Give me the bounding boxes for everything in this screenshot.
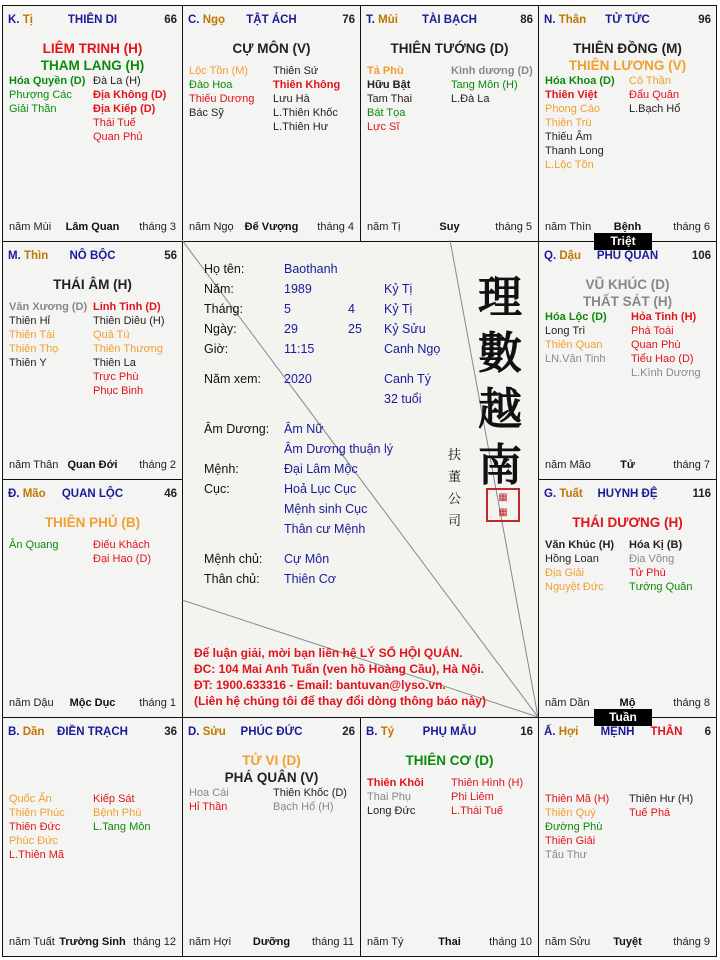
palace-age: 106 bbox=[691, 250, 711, 262]
thang-am-value: 4 bbox=[348, 302, 355, 316]
minor-star: Thiên Thương bbox=[93, 343, 164, 355]
life-stage: Dưỡng bbox=[252, 936, 291, 948]
minor-star: Thiên Diêu (H) bbox=[93, 315, 165, 327]
lunar-year: năm Sửu bbox=[545, 936, 591, 948]
minor-star: Kình dương (D) bbox=[451, 65, 533, 77]
month-label: tháng 4 bbox=[317, 221, 354, 233]
palace-age: 66 bbox=[164, 14, 177, 26]
palace-footer bbox=[9, 459, 176, 473]
palace-branch-name: Sửu bbox=[202, 726, 226, 738]
palace-branch-name: Dần bbox=[22, 726, 45, 738]
palace-name-text: PHU QUÂN bbox=[596, 250, 659, 262]
palace-age: 16 bbox=[520, 726, 533, 738]
palace-branch-name: Tị bbox=[22, 14, 33, 26]
month-label: tháng 3 bbox=[139, 221, 176, 233]
palace-footer bbox=[9, 936, 176, 950]
calligraphy-text: 理數越南 bbox=[478, 272, 522, 491]
minor-star: Bạch Hổ (H) bbox=[273, 801, 334, 813]
minor-star: L.Tang Môn bbox=[93, 821, 151, 833]
tuoi-value: 32 tuổi bbox=[384, 392, 422, 406]
minor-star: Đẩu Quân bbox=[629, 89, 680, 101]
minor-star: Lộc Tồn (M) bbox=[189, 65, 249, 77]
minor-star: Thiên Trù bbox=[545, 117, 592, 129]
minor-star: Thiếu Dương bbox=[189, 93, 255, 105]
palace-branch-name: Thân bbox=[558, 14, 587, 26]
month-label: tháng 9 bbox=[673, 936, 710, 948]
palace-branch-name: Mùi bbox=[378, 14, 398, 26]
nam-can-chi: Kỷ Tị bbox=[384, 282, 413, 296]
menh-chu-value: Cự Môn bbox=[284, 552, 330, 566]
minor-stars-right bbox=[451, 776, 539, 818]
minor-star: Trực Phù bbox=[93, 371, 139, 383]
minor-star: Hỏa Tinh (H) bbox=[631, 311, 697, 323]
minor-star: Thiên Giải bbox=[545, 835, 596, 847]
lunar-year: năm Dậu bbox=[9, 697, 54, 709]
palace-branch bbox=[8, 488, 46, 500]
minor-star: Hỉ Thần bbox=[189, 801, 228, 813]
palace-age: 96 bbox=[698, 14, 711, 26]
notice-address: ĐC: 104 Mai Anh Tuấn (ven hồ Hoàng Cầu), Hà Nội. bbox=[194, 662, 485, 676]
palace-age: 56 bbox=[164, 250, 177, 262]
palace-stem: Q. bbox=[544, 250, 560, 262]
main-star: LIÊM TRINH (H) bbox=[42, 41, 143, 56]
palace-name-text: MỆNH bbox=[600, 726, 635, 738]
minor-star: Hữu Bật bbox=[367, 79, 411, 91]
main-star: THÁI ÂM (H) bbox=[53, 277, 132, 292]
minor-star: Thiên Mã (H) bbox=[545, 793, 610, 805]
minor-star: Thiên Hỉ bbox=[9, 315, 50, 327]
minor-star: Điếu Khách bbox=[93, 539, 150, 551]
main-star: TỬ VI (D) bbox=[242, 753, 301, 768]
palace-age: 26 bbox=[342, 726, 355, 738]
minor-star: LN.Văn Tinh bbox=[545, 353, 606, 365]
minor-star: Thiên Hư (H) bbox=[629, 793, 694, 805]
main-star: THIÊN PHỦ (B) bbox=[44, 515, 141, 530]
palace-branch bbox=[8, 726, 44, 738]
minor-star: Hóa Quyền (D) bbox=[9, 75, 86, 87]
minor-star: Đại Hao (D) bbox=[93, 553, 152, 565]
palace-footer bbox=[367, 221, 532, 235]
life-stage: Bệnh bbox=[613, 221, 642, 233]
thang-can-chi: Kỷ Tị bbox=[384, 302, 413, 316]
minor-star: Phá Toái bbox=[631, 325, 674, 337]
palace-suu bbox=[182, 717, 361, 957]
ngay-can-chi: Kỷ Sửu bbox=[384, 322, 426, 336]
minor-star: L.Thiên Hư bbox=[273, 121, 329, 133]
palace-branch bbox=[544, 488, 583, 500]
minor-star: Ân Quang bbox=[9, 539, 59, 551]
minor-stars-right bbox=[629, 538, 717, 594]
minor-star: Thiên Tài bbox=[9, 329, 55, 341]
palace-branch-name: Ngọ bbox=[202, 14, 226, 26]
palace-stem: Đ. bbox=[8, 488, 23, 500]
minor-star: Bác Sỹ bbox=[189, 107, 224, 119]
life-stage: Thai bbox=[438, 936, 461, 948]
palace-name-text: THIÊN DI bbox=[67, 14, 118, 26]
palace-ngo bbox=[182, 5, 361, 242]
month-label: tháng 10 bbox=[489, 936, 532, 948]
minor-star: Long Trì bbox=[545, 325, 586, 337]
palace-name-text: TẬT ÁCH bbox=[246, 14, 297, 26]
nam-label: Năm: bbox=[204, 282, 234, 296]
minor-stars-right bbox=[629, 74, 717, 116]
palace-stem: C. bbox=[188, 14, 203, 26]
main-star: THIÊN TƯỚNG (D) bbox=[390, 41, 509, 56]
minor-star: Thiên Không bbox=[273, 79, 341, 91]
life-stage: Trường Sinh bbox=[59, 936, 126, 948]
palace-ty bbox=[360, 717, 539, 957]
lunar-year: năm Mão bbox=[545, 459, 591, 471]
ho-ten-label: Họ tên: bbox=[204, 262, 245, 276]
minor-star: Thai Phụ bbox=[367, 791, 412, 803]
palace-stem: T. bbox=[366, 14, 379, 26]
palace-age: 116 bbox=[692, 488, 711, 500]
minor-star: Long Đức bbox=[367, 805, 416, 817]
main-star: THIÊN LƯƠNG (V) bbox=[568, 58, 687, 73]
minor-star: L.Lộc Tồn bbox=[545, 159, 594, 171]
gio-can-chi: Canh Ngọ bbox=[384, 342, 441, 356]
palace-age: 46 bbox=[164, 488, 177, 500]
palace-age: 6 bbox=[704, 726, 711, 738]
palace-footer bbox=[367, 936, 532, 950]
body-palace-label: THÂN bbox=[634, 726, 683, 738]
lunar-year: năm Tý bbox=[367, 936, 404, 948]
main-star: THÁI DƯƠNG (H) bbox=[572, 515, 683, 530]
palace-stem: B. bbox=[8, 726, 23, 738]
main-star: PHÁ QUÂN (V) bbox=[224, 770, 319, 785]
palace-branch bbox=[366, 14, 398, 26]
palace-header bbox=[188, 14, 355, 28]
gio-value: 11:15 bbox=[284, 342, 315, 356]
minor-star: Hóa Khoa (D) bbox=[545, 75, 615, 87]
palace-stem: M. bbox=[8, 250, 24, 262]
menh-value: Đại Lâm Mộc bbox=[284, 462, 358, 476]
palace-name-text: NÔ BỘC bbox=[69, 250, 116, 262]
minor-star: Tướng Quân bbox=[629, 581, 693, 593]
minor-star: Bệnh Phù bbox=[93, 807, 142, 819]
palace-branch bbox=[544, 726, 578, 738]
minor-star: L.Kình Dương bbox=[631, 367, 701, 379]
palace-branch-name: Tuất bbox=[559, 488, 583, 500]
palace-mao bbox=[2, 479, 183, 718]
minor-star: Đà La (H) bbox=[93, 75, 141, 87]
minor-star: Tiểu Hao (D) bbox=[631, 353, 694, 365]
life-stage: Tuyệt bbox=[613, 936, 642, 948]
palace-branch bbox=[8, 250, 48, 262]
palace-age: 36 bbox=[164, 726, 177, 738]
palace-stem: Ấ. bbox=[544, 726, 559, 738]
minor-star: Địa Không (D) bbox=[93, 89, 167, 101]
minor-star: Nguyệt Đức bbox=[545, 581, 604, 593]
minor-star: Tả Phù bbox=[367, 65, 404, 77]
palace-tuat bbox=[538, 479, 717, 718]
minor-star: Lưu Hà bbox=[273, 93, 310, 105]
palace-branch bbox=[544, 14, 586, 26]
palace-age: 76 bbox=[342, 14, 355, 26]
palace-name bbox=[558, 726, 717, 738]
palace-name-text: PHÚC ĐỨC bbox=[240, 726, 303, 738]
nam-xem-can-chi: Canh Tý bbox=[384, 372, 432, 386]
lunar-year: năm Dần bbox=[545, 697, 590, 709]
life-stage: Tử bbox=[620, 459, 635, 471]
minor-star: Thiên Hình (H) bbox=[451, 777, 524, 789]
red-seal-icon: ▦ ▦ bbox=[486, 488, 520, 522]
palace-footer bbox=[9, 221, 176, 235]
minor-star: L.Thái Tuế bbox=[451, 805, 503, 817]
ngay-label: Ngày: bbox=[204, 322, 237, 336]
palace-footer bbox=[545, 459, 710, 473]
tuan-badge: Tuần bbox=[594, 709, 652, 726]
main-star: THẤT SÁT (H) bbox=[582, 294, 673, 309]
minor-star: Quốc Ấn bbox=[9, 793, 52, 805]
minor-star: Thiên Việt bbox=[545, 89, 598, 101]
palace-header bbox=[8, 250, 177, 264]
minor-star: Thanh Long bbox=[545, 145, 604, 157]
lunar-year: năm Tuất bbox=[9, 936, 55, 948]
month-label: tháng 6 bbox=[673, 221, 710, 233]
palace-header bbox=[8, 488, 177, 502]
center-info-panel bbox=[182, 240, 538, 717]
minor-star: Đào Hoa bbox=[189, 79, 233, 91]
notice-line-1: Để luận giải, mời bạn liên hệ LÝ SỐ HỘI QUÁN. bbox=[194, 646, 463, 660]
minor-star: Hóa Lộc (D) bbox=[545, 311, 607, 323]
month-label: tháng 1 bbox=[139, 697, 176, 709]
palace-branch-name: Tý bbox=[380, 726, 395, 738]
minor-star: L.Thiên Khốc bbox=[273, 107, 338, 119]
minor-star: Lực Sĩ bbox=[367, 121, 400, 133]
palace-footer bbox=[189, 221, 354, 235]
palace-branch bbox=[366, 726, 394, 738]
month-label: tháng 7 bbox=[673, 459, 710, 471]
month-label: tháng 12 bbox=[133, 936, 176, 948]
thang-value: 5 bbox=[284, 302, 291, 316]
minor-star: Hóa Kị (B) bbox=[629, 539, 683, 551]
month-label: tháng 5 bbox=[495, 221, 532, 233]
notice-change-info: (Liên hệ chúng tôi để thay đổi dòng thông báo này) bbox=[194, 694, 486, 708]
minor-star: Thiên La bbox=[93, 357, 136, 369]
minor-star: L.Đà La bbox=[451, 93, 490, 105]
palace-mui bbox=[360, 5, 539, 242]
minor-star: Bát Tọa bbox=[367, 107, 406, 119]
minor-stars-right bbox=[629, 792, 717, 820]
minor-star: Phúc Đức bbox=[9, 835, 58, 847]
palace-age: 86 bbox=[520, 14, 533, 26]
minor-star: Tấu Thư bbox=[545, 849, 588, 861]
am-duong-ly: Âm Dương thuận lý bbox=[284, 442, 393, 456]
palace-header bbox=[366, 726, 533, 740]
cuc-relation: Mệnh sinh Cục bbox=[284, 502, 368, 516]
minor-star: Kiếp Sát bbox=[93, 793, 135, 805]
minor-star: Thiếu Âm bbox=[545, 131, 593, 143]
palace-thin bbox=[2, 241, 183, 480]
minor-star: Quan Phủ bbox=[93, 131, 143, 143]
menh-label: Mệnh: bbox=[204, 462, 239, 476]
lunar-year: năm Mùi bbox=[9, 221, 52, 233]
palace-name-text: TỬ TỨC bbox=[605, 14, 650, 26]
palace-branch bbox=[8, 14, 33, 26]
cuc-label: Cục: bbox=[204, 482, 230, 496]
palace-header bbox=[544, 488, 711, 502]
minor-star: Phượng Các bbox=[9, 89, 72, 101]
ho-ten-value: Baothanh bbox=[284, 262, 338, 276]
minor-star: Phục Binh bbox=[93, 385, 144, 397]
minor-star: Hồng Loan bbox=[545, 553, 599, 565]
minor-stars-right bbox=[93, 74, 183, 144]
life-stage: Mộ bbox=[619, 697, 636, 709]
life-stage: Mộc Dục bbox=[69, 697, 116, 709]
minor-star: Phi Liêm bbox=[451, 791, 494, 803]
minor-star: Thiên Quý bbox=[545, 807, 596, 819]
minor-star: Thiên Đức bbox=[9, 821, 61, 833]
month-label: tháng 8 bbox=[673, 697, 710, 709]
palace-header bbox=[544, 14, 711, 28]
am-duong-value: Âm Nữ bbox=[284, 422, 324, 436]
minor-star: Quan Phù bbox=[631, 339, 681, 351]
minor-star: Cô Thần bbox=[629, 75, 671, 87]
palace-branch-name: Mão bbox=[22, 488, 46, 500]
palace-name-text: TÀI BẠCH bbox=[422, 14, 477, 26]
minor-stars-right bbox=[631, 310, 717, 380]
palace-footer bbox=[189, 936, 354, 950]
minor-star: Thiên Y bbox=[9, 357, 47, 369]
triet-badge: Triệt bbox=[594, 233, 652, 250]
palace-name-text: ĐIỀN TRẠCH bbox=[57, 726, 128, 738]
palace-dau bbox=[538, 241, 717, 480]
palace-branch-name: Hợi bbox=[558, 726, 579, 738]
palace-branch bbox=[188, 726, 226, 738]
than-chu-value: Thiên Cơ bbox=[284, 572, 336, 586]
palace-stem: G. bbox=[544, 488, 560, 500]
minor-star: Tang Môn (H) bbox=[451, 79, 518, 91]
minor-star: Tam Thai bbox=[367, 93, 413, 105]
palace-name-text: QUAN LỘC bbox=[61, 488, 124, 500]
minor-star: Địa Kiếp (D) bbox=[93, 103, 156, 115]
minor-star: Phong Cáo bbox=[545, 103, 601, 115]
minor-star: Tuế Phá bbox=[629, 807, 671, 819]
lunar-year: năm Thìn bbox=[545, 221, 592, 233]
palace-header bbox=[544, 726, 711, 740]
minor-star: Thái Tuế bbox=[93, 117, 136, 129]
minor-stars-right bbox=[451, 64, 539, 106]
minor-stars-right bbox=[273, 64, 361, 134]
minor-star: Thiên Khôi bbox=[367, 777, 424, 789]
gio-label: Giờ: bbox=[204, 342, 229, 356]
palace-branch bbox=[544, 250, 581, 262]
than-chu-label: Thân chủ: bbox=[204, 572, 260, 586]
minor-stars-right bbox=[93, 538, 183, 566]
minor-star: Linh Tinh (D) bbox=[93, 301, 161, 313]
cuc-value: Hoả Lục Cục bbox=[284, 482, 357, 496]
minor-stars-right bbox=[273, 786, 361, 814]
palace-hoi bbox=[538, 717, 717, 957]
main-star: CỰ MÔN (V) bbox=[232, 41, 311, 56]
month-label: tháng 11 bbox=[311, 936, 354, 948]
minor-star: Hoa Cái bbox=[189, 787, 229, 799]
life-stage: Quan Đới bbox=[67, 459, 118, 471]
palace-branch-name: Dậu bbox=[559, 250, 582, 262]
main-star: VŨ KHÚC (D) bbox=[585, 277, 670, 292]
minor-star: Quả Tú bbox=[93, 329, 130, 341]
minor-star: Địa Võng bbox=[629, 553, 675, 565]
nam-value: 1989 bbox=[284, 282, 312, 296]
palace-footer bbox=[9, 697, 176, 711]
calligraphy-seal bbox=[448, 270, 532, 570]
palace-header bbox=[366, 14, 533, 28]
life-stage: Suy bbox=[439, 221, 460, 233]
minor-star: Thiên Khốc (D) bbox=[273, 787, 347, 799]
main-star: THIÊN CƠ (D) bbox=[405, 753, 494, 768]
notice-contact: ĐT: 1900.633316 - Email: bantuvan@lyso.vn. bbox=[194, 678, 446, 692]
palace-ti bbox=[2, 5, 183, 242]
palace-branch-name: Thìn bbox=[23, 250, 49, 262]
minor-star: Văn Xương (D) bbox=[9, 301, 88, 313]
palace-dan bbox=[2, 717, 183, 957]
minor-star: L.Bạch Hổ bbox=[629, 103, 681, 115]
minor-star: Thiên Quan bbox=[545, 339, 603, 351]
than-cu-value: Thân cư Mệnh bbox=[284, 522, 366, 536]
palace-stem: N. bbox=[544, 14, 559, 26]
minor-star: Thiên Phúc bbox=[9, 807, 65, 819]
minor-stars-right bbox=[93, 300, 183, 398]
palace-branch bbox=[188, 14, 225, 26]
palace-stem: K. bbox=[8, 14, 23, 26]
life-stage: Lâm Quan bbox=[65, 221, 120, 233]
main-star: THIÊN ĐỒNG (M) bbox=[573, 41, 682, 56]
nam-xem-label: Năm xem: bbox=[204, 372, 261, 386]
ngay-am-value: 25 bbox=[348, 322, 362, 336]
minor-stars-right bbox=[93, 792, 183, 834]
ngay-value: 29 bbox=[284, 322, 298, 336]
am-duong-label: Âm Dương: bbox=[204, 422, 270, 436]
minor-star: Giải Thần bbox=[9, 103, 57, 115]
minor-star: Địa Giải bbox=[545, 567, 585, 579]
palace-name-text: PHỤ MẪU bbox=[422, 726, 477, 738]
life-stage: Đế Vượng bbox=[244, 221, 299, 233]
palace-footer bbox=[545, 936, 710, 950]
lunar-year: năm Hợi bbox=[189, 936, 232, 948]
minor-stars-left bbox=[545, 310, 645, 366]
thang-label: Tháng: bbox=[204, 302, 243, 316]
palace-header bbox=[188, 726, 355, 740]
palace-stem: D. bbox=[188, 726, 203, 738]
palace-name bbox=[8, 14, 177, 26]
nam-xem-value: 2020 bbox=[284, 372, 312, 386]
palace-than bbox=[538, 5, 717, 242]
lunar-year: năm Thân bbox=[9, 459, 59, 471]
menh-chu-label: Mệnh chủ: bbox=[204, 552, 263, 566]
palace-stem: B. bbox=[366, 726, 381, 738]
minor-star: Thiên Thọ bbox=[9, 343, 59, 355]
minor-star: L.Thiên Mã bbox=[9, 849, 65, 861]
minor-star: Đường Phù bbox=[545, 821, 603, 833]
minor-star: Văn Khúc (H) bbox=[545, 539, 615, 551]
lunar-year: năm Tị bbox=[367, 221, 401, 233]
main-star: THAM LANG (H) bbox=[40, 58, 145, 73]
month-label: tháng 2 bbox=[139, 459, 176, 471]
palace-name-text: HUYNH ĐỆ bbox=[597, 488, 658, 500]
minor-star: Thiên Sứ bbox=[273, 65, 319, 77]
palace-header bbox=[8, 726, 177, 740]
seal-small-text: 扶董公司 bbox=[448, 448, 462, 529]
lunar-year: năm Ngọ bbox=[189, 221, 234, 233]
minor-star: Tử Phù bbox=[629, 567, 666, 579]
palace-header bbox=[8, 14, 177, 28]
palace-header bbox=[544, 250, 711, 264]
